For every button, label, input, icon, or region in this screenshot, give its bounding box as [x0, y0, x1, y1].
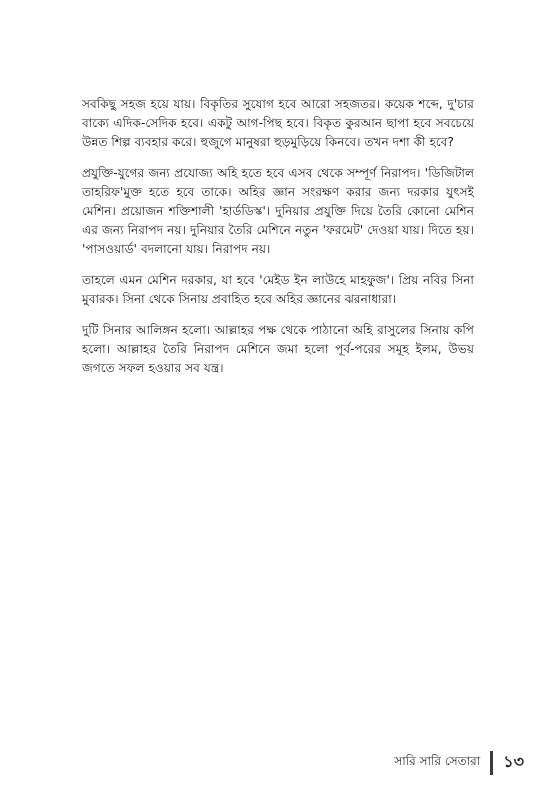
paragraph-2: প্রযুক্তি-যুগের জন্য প্রযোজ্য অহি হতে হবে এসব থেকে সম্পূর্ণ নিরাপদ। 'ডিজিটাল তাহরিফ'মুক্ত হতে হবে তাকে। অহির জ্ঞান সংরক্ষণ করার জন্য দরকার যুৎসই মেশিন। প্রয়োজন শক্তিশালী 'হার্ডডিস্ক'। দুনিয়ার প্রযুক্তি দিয়ে তৈরি কোনো মেশিন এর জন্য নিরাপদ নয়। দুনিয়ার তৈরি মেশিনে নতুন 'ফরমেট' দেওয়া যায়। দিতে হয়। 'পাসওয়ার্ড' বদলানো যায়। নিরাপদ নয়। [82, 166, 474, 256]
paragraph-3: তাহলে এমন মেশিন দরকার, যা হবে 'মেইড ইন লাউহে মাহফুজ'। প্রিয় নবির সিনা মুবারক। সিনা থেকে সিনায় প্রবাহিত হবে অহির জ্ঞানের ঝরনাধারা। [82, 273, 474, 306]
footer-divider [490, 751, 493, 775]
page-number: ১৩ [503, 752, 524, 771]
body-text [82, 95, 474, 390]
page-footer [394, 749, 524, 776]
paragraph-1: সবকিছু সহজ হয়ে যায়। বিকৃতির সুযোগ হবে আরো সহজতর। কয়েক শব্দে, দু'চার বাক্যে এদিক-সেদিক হবে। একটু আগ-পিছ হবে। বিকৃত কুরআন ছাপা হবে সবচেয়ে উন্নত শিল্প ব্যবহার করে। হুজুগে মানুষরা হুড়মুড়িয়ে কিনবে। তখন দশা কী হবে? [82, 97, 474, 149]
running-footer-title: সারি সারি সেতারা [394, 753, 481, 768]
paragraph-4: দুটি সিনার আলিঙ্গন হলো। আল্লাহর পক্ষ থেকে পাঠানো অহি রাসুলের সিনায় কপি হলো। আল্লাহর তৈরি নিরাপদ মেশিনে জমা হলো পূর্ব-পরের সমূহ ইলম, উভয় জগতে সফল হওয়ার সব যন্ত্র। [82, 323, 474, 375]
